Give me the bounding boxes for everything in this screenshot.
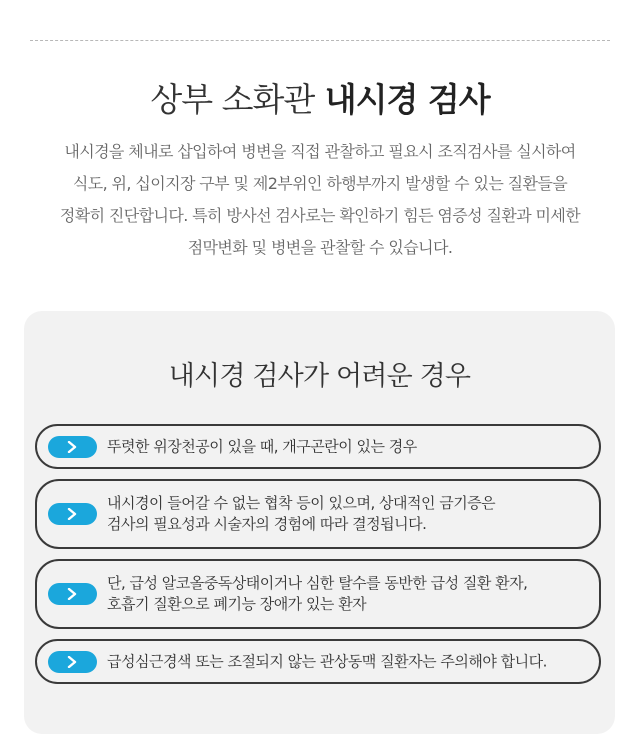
case-item-text (107, 436, 587, 457)
page-title (0, 76, 640, 124)
intro-paragraph (30, 136, 610, 264)
intro-line: 점막변화 및 병변을 관찰할 수 있습니다. (187, 238, 453, 257)
intro-line: 식도, 위, 십이지장 구부 및 제2부위인 하행부까지 발생할 수 있는 질환들을 (72, 174, 568, 193)
case-item (35, 559, 601, 629)
page-title-light: 상부 소화관 (150, 80, 315, 119)
case-item-line: 급성심근경색 또는 조절되지 않는 관상동맥 질환자는 주의해야 합니다. (107, 652, 547, 670)
case-item-text (107, 493, 587, 535)
chevron-right-icon (48, 436, 97, 458)
intro-line: 내시경을 체내로 삽입하여 병변을 직접 관찰하고 필요시 조직검사를 실시하여 (64, 142, 576, 161)
case-item-line: 호흡기 질환으로 폐기능 장애가 있는 환자 (107, 595, 367, 613)
case-item-line: 단, 급성 알코올중독상태이거나 심한 탈수를 동반한 급성 질환 환자, (107, 574, 528, 592)
case-item-line: 뚜렷한 위장천공이 있을 때, 개구곤란이 있는 경우 (107, 437, 417, 455)
chevron-right-icon (48, 503, 97, 525)
case-item (35, 424, 601, 469)
page-title-bold: 내시경 검사 (324, 80, 490, 119)
intro-line: 정확히 진단합니다. 특히 방사선 검사로는 확인하기 힘든 염증성 질환과 미세한 (59, 206, 581, 225)
case-item-line: 내시경이 들어갈 수 없는 협착 등이 있으며, 상대적인 금기증은 (107, 494, 496, 512)
case-item (35, 479, 601, 549)
difficult-cases-title: 내시경 검사가 어려운 경우 (168, 361, 471, 392)
case-item-text (107, 651, 587, 672)
case-item-line: 검사의 필요성과 시술자의 경험에 따라 결정됩니다. (107, 515, 427, 533)
case-item (35, 639, 601, 684)
case-item-text (107, 573, 587, 615)
chevron-right-icon (48, 651, 97, 673)
difficult-cases-panel (24, 311, 615, 734)
dashed-divider (30, 40, 610, 41)
chevron-right-icon (48, 583, 97, 605)
